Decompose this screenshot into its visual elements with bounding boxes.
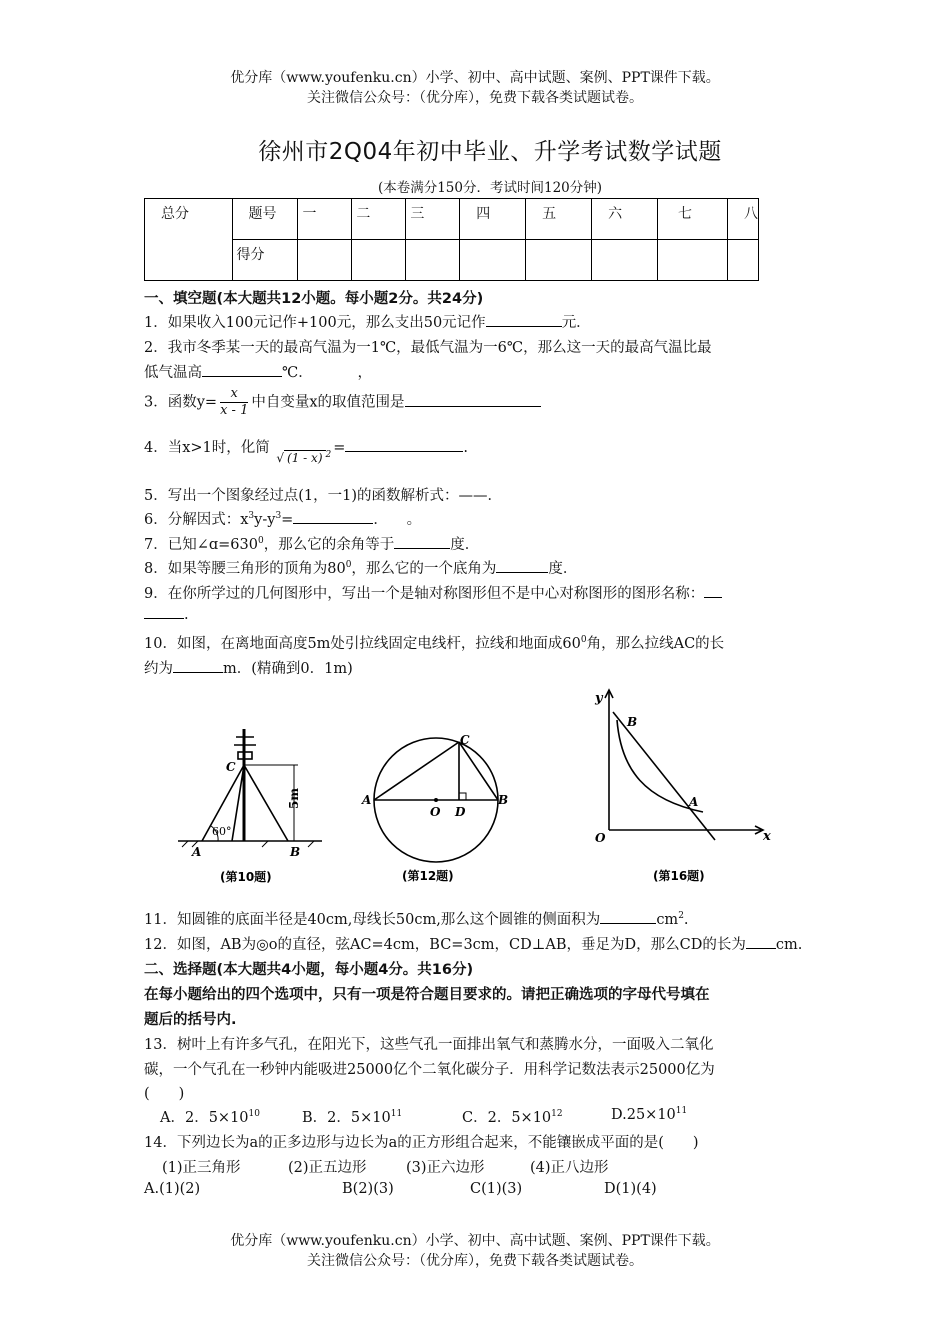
q7-unit: 度． [450,537,480,553]
q2-unit: ℃． [282,365,306,381]
q6-period: ． [373,512,381,528]
q11-exp: 2 [678,911,684,922]
q12-blank [746,936,776,949]
col-2: 二 [352,199,406,240]
q6-blank [293,511,373,524]
fig16-caption: (第16题) [653,869,705,883]
score-table [144,198,759,281]
q4-blank [345,439,463,452]
q2-text: 低气温高 [144,365,202,381]
q4-exponent: 2 [325,450,332,460]
fig12-label-B: B [498,793,509,807]
fig16-label-y: y [595,691,603,706]
fig10-hatch [308,841,314,847]
q13-option-a-text: A．2．5×10 [160,1110,249,1126]
question-7 [144,533,479,554]
question-5: 5．写出一个图象经过点(1，一1)的函数解析式：——． [144,488,502,504]
fig16-label-A: A [689,795,699,809]
q6-equals: = [281,512,294,528]
q8-blank [496,560,548,573]
q4-text: 4．当x>1时，化简 [144,440,270,456]
fig12-right-angle [459,793,466,800]
question-11 [144,908,689,929]
q13-option-d-exp: 11 [675,1106,688,1116]
question-10-line-2 [144,657,353,678]
col-8: 八 [728,199,759,240]
figure-16 [585,680,775,890]
q13-option-c-exp: 12 [551,1109,563,1120]
question-1 [144,311,591,332]
q3-text: 3．函数y= [144,394,218,411]
fig10-caption: (第10题) [220,870,272,884]
q14-option-a: A.(1)(2) [144,1181,201,1197]
header-line-2: 关注微信公众号：（优分库），免费下载各类试题试卷。 [307,90,643,106]
q2-mark: ， [357,365,372,381]
q14-shape-4: (4)正八边形 [530,1160,609,1176]
col-5: 五 [526,199,592,240]
col-3: 三 [406,199,460,240]
q4-equals: = [333,440,346,456]
q7-text-2: ，那么它的余角等于 [263,537,395,553]
q4-period: . [463,440,468,456]
fig12-center-dot [434,798,438,802]
fig12-chord-AC [374,742,459,800]
col-7: 七 [658,199,728,240]
question-6 [144,508,421,529]
score-cell-2 [352,240,406,281]
q11-blank [600,911,656,924]
question-8 [144,557,577,578]
fig16-label-x: x [763,829,771,844]
section-2-note-1: 在每小题给出的四个选项中，只有一项是符合题目要求的。请把正确选项的字母代号填在 [144,987,710,1003]
score-cell-7 [658,240,728,281]
q12-unit: cm. [775,937,803,953]
q13-option-a [160,1106,260,1127]
q4-radical: √ (1 - x) $^2$ [276,450,332,465]
score-cell-4 [460,240,526,281]
question-2-line-1: 2．我市冬季某一天的最高气温为一1℃，最低气温为一6℃，那么这一天的最高气温比最 [144,340,712,356]
footer-line-1: 优分库（www.youfenku.cn）小学、初中、高中试题、案例、PPT课件下载。 [230,1233,720,1249]
q3-fraction [220,386,248,419]
header-line-1: 优分库（www.youfenku.cn）小学、初中、高中试题、案例、PPT课件下载。 [230,70,720,86]
q13-option-b [302,1106,402,1127]
q14-shape-1: (1)正三角形 [162,1160,241,1176]
q6-exp-1: 3 [248,511,255,522]
q7-exp: 0 [257,536,264,547]
q10-text-3: 约为 [144,661,173,677]
figure-10 [170,715,330,890]
q14-option-c: C(1)(3) [470,1181,523,1197]
fig12-label-A: A [362,793,372,807]
q6-exp-2: 3 [275,511,282,522]
q7-text: 7．已知∠ɑ=630 [144,537,258,553]
fig12-caption: (第12题) [402,869,454,883]
q8-unit: 度． [548,561,578,577]
q9-text: 9．在你所学过的几何图形中，写出一个是轴对称图形但不是中心对称图形的图形名称： [144,586,705,602]
score-cell-3 [406,240,460,281]
q11-text: 11．知圆锥的底面半径是40cm,母线长50cm,那么这个圆锥的侧面积为 [144,912,601,928]
fig10-label-height: 5m [287,787,301,809]
q13-option-b-exp: 11 [390,1109,403,1120]
fig10-label-A: A [192,845,202,859]
q1-unit: 元． [561,315,591,331]
fig16-line [613,712,715,840]
score-label-cell: 得分 [232,240,298,281]
score-cell-1 [298,240,352,281]
fig10-label-C: C [226,760,236,774]
q6-text: 6．分解因式：x [144,512,249,528]
qnum-cell: 题号 [232,199,298,240]
q3-denominator: x - 1 [220,403,249,418]
question-3 [144,386,541,419]
score-cell-6 [592,240,658,281]
section-2-note-2: 题后的括号内. [144,1012,237,1028]
question-13-line-3: ( ) [144,1086,185,1102]
fig10-label-angle: 60° [212,825,232,838]
q13-option-c [462,1106,563,1127]
question-4 [144,436,468,465]
q6-mark: 。 [406,512,422,528]
col-1: 一 [298,199,352,240]
q4-radicand: (1 - x) [284,450,325,465]
q3-blank [405,394,541,407]
q7-blank [394,536,450,549]
q3-text-2: 中自变量x的取值范围是 [251,394,405,411]
fig16-label-O: O [595,831,606,845]
q13-option-d [611,1106,687,1123]
q10-blank [173,660,223,673]
fig12-label-O: O [430,805,441,819]
fig10-label-B: B [290,845,301,859]
total-cell: 总分 [145,199,233,281]
section-2-heading: 二、选择题(本大题共4小题，每小题4分。共16分) [144,962,474,978]
q11-period: . [683,912,689,928]
score-cell-5 [526,240,592,281]
q10-text-4: m．(精确到0．1m) [223,661,353,677]
question-12 [144,933,802,954]
q8-exp: 0 [345,560,352,571]
q9-blank-1 [704,585,722,598]
section-1-heading: 一、填空题(本大题共12小题。每小题2分。共24分) [144,291,484,307]
q3-numerator: x [220,386,248,403]
q14-option-b: B(2)(3) [342,1181,394,1197]
question-9-line-1 [144,582,722,603]
question-14: 14．下列边长为a的正多边形与边长为a的正方形组合起来，不能镶嵌成平面的是( ) [144,1135,699,1151]
q8-text-2: ，那么它的一个底角为 [351,561,497,577]
fig12-label-C: C [460,733,470,747]
question-13-line-2: 碳，一个气孔在一秒钟内能吸进25000亿个二氧化碳分子．用科学记数法表示25000亿为 [144,1062,715,1078]
q10-text: 10．如图，在离地面高度5m处引拉线固定电线杆，拉线和地面成60 [144,636,581,652]
col-6: 六 [592,199,658,240]
score-cell-8 [728,240,759,281]
q13-option-c-text: C．2．5×10 [462,1110,552,1126]
q1-text: 1．如果收入100元记作+100元，那么支出50元记作 [144,315,486,331]
q14-option-d: D(1)(4) [604,1181,657,1197]
q13-option-a-exp: 10 [248,1109,260,1120]
q13-option-b-text: B．2．5×10 [302,1110,391,1126]
q13-option-d-text: D.25×10 [611,1106,676,1123]
fig10-hatch [182,841,188,847]
q14-shape-3: (3)正六边形 [406,1160,485,1176]
q2-blank [202,364,282,377]
q10-exp: 0 [580,635,587,646]
question-13-line-1: 13．树叶上有许多气孔，在阳光下，这些气孔一面排出氧气和蒸腾水分，一面吸入二氧化 [144,1037,714,1053]
question-10-line-1 [144,632,724,653]
fig10-hatch [262,841,268,847]
footer-line-2: 关注微信公众号：（优分库），免费下载各类试题试卷。 [307,1253,643,1269]
q6-text-2: y-y [254,512,276,528]
q10-text-2: 角，那么拉线AC的长 [586,636,725,652]
fig12-label-D: D [455,805,466,819]
col-4: 四 [460,199,526,240]
page-subtitle: (本卷满分150分．考试时间120分钟) [377,180,603,196]
q11-unit: cm [656,912,679,928]
fig16-label-B: B [627,715,638,729]
fig10-wire-BC [244,765,288,841]
figure-12 [360,730,520,890]
q9-period: . [184,607,189,623]
q1-blank [486,314,562,327]
q8-text: 8．如果等腰三角形的顶角为80 [144,561,346,577]
page-title: 徐州市2Q04年初中毕业、升学考试数学试题 [258,139,722,165]
q9-blank-2 [144,606,184,619]
fig12-chord-BC [459,742,498,800]
q12-text: 12．如图，AB为◎o的直径，弦AC=4cm，BC=3cm，CD⊥AB，垂足为D，那么CD的长为 [144,937,746,953]
q14-shape-2: (2)正五边形 [288,1160,367,1176]
question-2-line-2 [144,361,372,382]
question-9-line-2 [144,606,189,623]
